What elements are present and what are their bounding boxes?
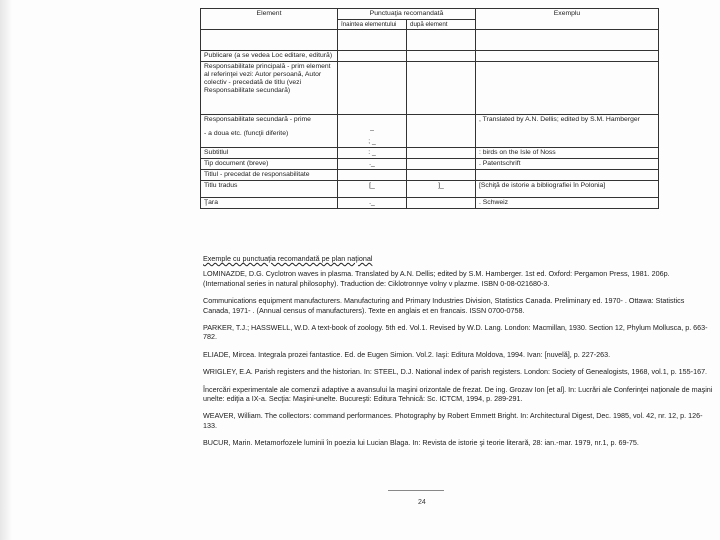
table-row bbox=[201, 170, 659, 181]
page-edge-shadow bbox=[0, 0, 12, 540]
row-element: Titlul - precedat de responsabilitate bbox=[201, 170, 338, 181]
reference-entry: PARKER, T.J.; HASSWELL, W.D. A text-book of zoology. 5th ed. Vol.1. Revised by W.D. Lang. London: Macmillan, 1930. Section 12, Phylum Mollusca, p. 663-782. bbox=[203, 323, 708, 342]
punct-mark: [_ bbox=[369, 182, 375, 189]
examples-caption: Exemple cu punctuaţia recomandată pe plan naţional bbox=[203, 254, 373, 263]
page-number: 24 bbox=[418, 499, 426, 506]
page-number-rule bbox=[388, 490, 444, 491]
row-before bbox=[338, 181, 407, 198]
row-after bbox=[407, 181, 476, 198]
reference-entry: WEAVER, William. The collectors: command performances. Photography by Robert Emmett Bright. In: Architectural Digest, Dec. 1985, vol. 42, nr. 12, p. 126-133. bbox=[203, 411, 703, 430]
table-row bbox=[201, 51, 659, 62]
row-before bbox=[338, 148, 407, 159]
punct-mark: ._ bbox=[369, 160, 375, 167]
row-example: . Schweiz bbox=[476, 198, 659, 209]
table-row bbox=[201, 115, 659, 148]
row-element: Tip document (breve) bbox=[201, 159, 338, 170]
row-before bbox=[338, 198, 407, 209]
reference-entry: Încercări experimentale ale comenzii adaptive a avansului la maşini orizontale de frezat. De ing. Grozav Ion [et al]. In: Lucrări ale Conferinţei naţionale de maşini unelte: ediţia a IX-a. Secţia: Maşini-unelte. Bucureşti: Editura Tehnică: Sc. ICTCM, 1994, p. 289-291. bbox=[203, 384, 713, 404]
row-example: : birds on the Isle of Noss bbox=[476, 148, 659, 159]
table-row bbox=[201, 181, 659, 198]
table-row bbox=[201, 148, 659, 159]
row-element-primary: Responsabilitate secundară - prime bbox=[204, 116, 311, 123]
punct-mark: ; _ bbox=[368, 138, 376, 145]
punct-mark: ]_ bbox=[438, 182, 444, 189]
reference-entry: Communications equipment manufacturers. Manufacturing and Primary Industries Division, Statistics Canada. Preliminary ed. 1970- . Ottawa: Statistics Canada, 1971- . (Annual census of manufacturers). Texte en anglais et en francais. ISSN 0700-0758. bbox=[203, 296, 685, 315]
header-before: înaintea elementului bbox=[338, 20, 407, 30]
row-example: . Patentschrift bbox=[476, 159, 659, 170]
row-element bbox=[201, 115, 338, 148]
row-element: Ţara bbox=[201, 198, 338, 209]
header-example: Exemplu bbox=[476, 9, 659, 30]
table-row bbox=[201, 159, 659, 170]
punct-mark: ._ bbox=[369, 199, 375, 206]
table-spacer-row bbox=[201, 30, 659, 51]
row-element: Titlu tradus bbox=[201, 181, 338, 198]
row-element: Responsabilitate principală - prim element al referinţei vezi: Autor persoană, Autor colectiv - precedată de titlu (vezi Responsabilitate secundară) bbox=[201, 62, 338, 115]
row-example: , Translated by A.N. Dellis; edited by S.M. Hamberger bbox=[476, 115, 659, 148]
row-before bbox=[338, 115, 407, 148]
row-element: Subtitlul bbox=[201, 148, 338, 159]
punct-mark: : _ bbox=[368, 149, 376, 156]
reference-entry: ELIADE, Mircea. Integrala prozei fantastice. Ed. de Eugen Simion. Vol.2. Iaşi: Editura Moldova, 1994. Ivan: [nuvelă], p. 227-263. bbox=[203, 349, 611, 359]
table-row bbox=[201, 198, 659, 209]
examples-section bbox=[203, 254, 713, 456]
row-element-secondary: - a doua etc. (funcţii diferite) bbox=[204, 130, 289, 137]
punct-mark: _ bbox=[370, 124, 374, 131]
row-element: Publicare (a se vedea Loc editare, editură) bbox=[201, 51, 338, 62]
reference-entry: LOMINAZDE, D.G. Cyclotron waves in plasma. Translated by A.N. Dellis; edited by S.M. Hamberger. 1st ed. Oxford: Pergamon Press, 1981. 206p. (International series in natural philosophy). Traduction de: Ciklotronnye volny v plazme. ISBN 0-08-021680-3. bbox=[203, 269, 670, 288]
reference-entry: WRIGLEY, E.A. Parish registers and the historian. In: STEEL, D.J. National index of parish registers. London: Society of Genealogists, 1968, vol.1, p. 155-167. bbox=[203, 367, 708, 377]
header-after: după element bbox=[407, 20, 476, 30]
table-header-row bbox=[201, 9, 659, 20]
table-row bbox=[201, 62, 659, 115]
header-punctuation: Punctuaţia recomandată bbox=[338, 9, 476, 20]
header-element: Element bbox=[201, 9, 338, 30]
row-before bbox=[338, 159, 407, 170]
reference-entry: BUCUR, Marin. Metamorfozele luminii în poezia lui Lucian Blaga. In: Revista de istorie şi teorie literară, 28: ian.-mar. 1979, nr.1, p. 69-75. bbox=[203, 438, 639, 448]
row-example: [Schiţă de istorie a bibliografiei în Polonia] bbox=[476, 181, 659, 198]
punctuation-table bbox=[200, 8, 659, 209]
